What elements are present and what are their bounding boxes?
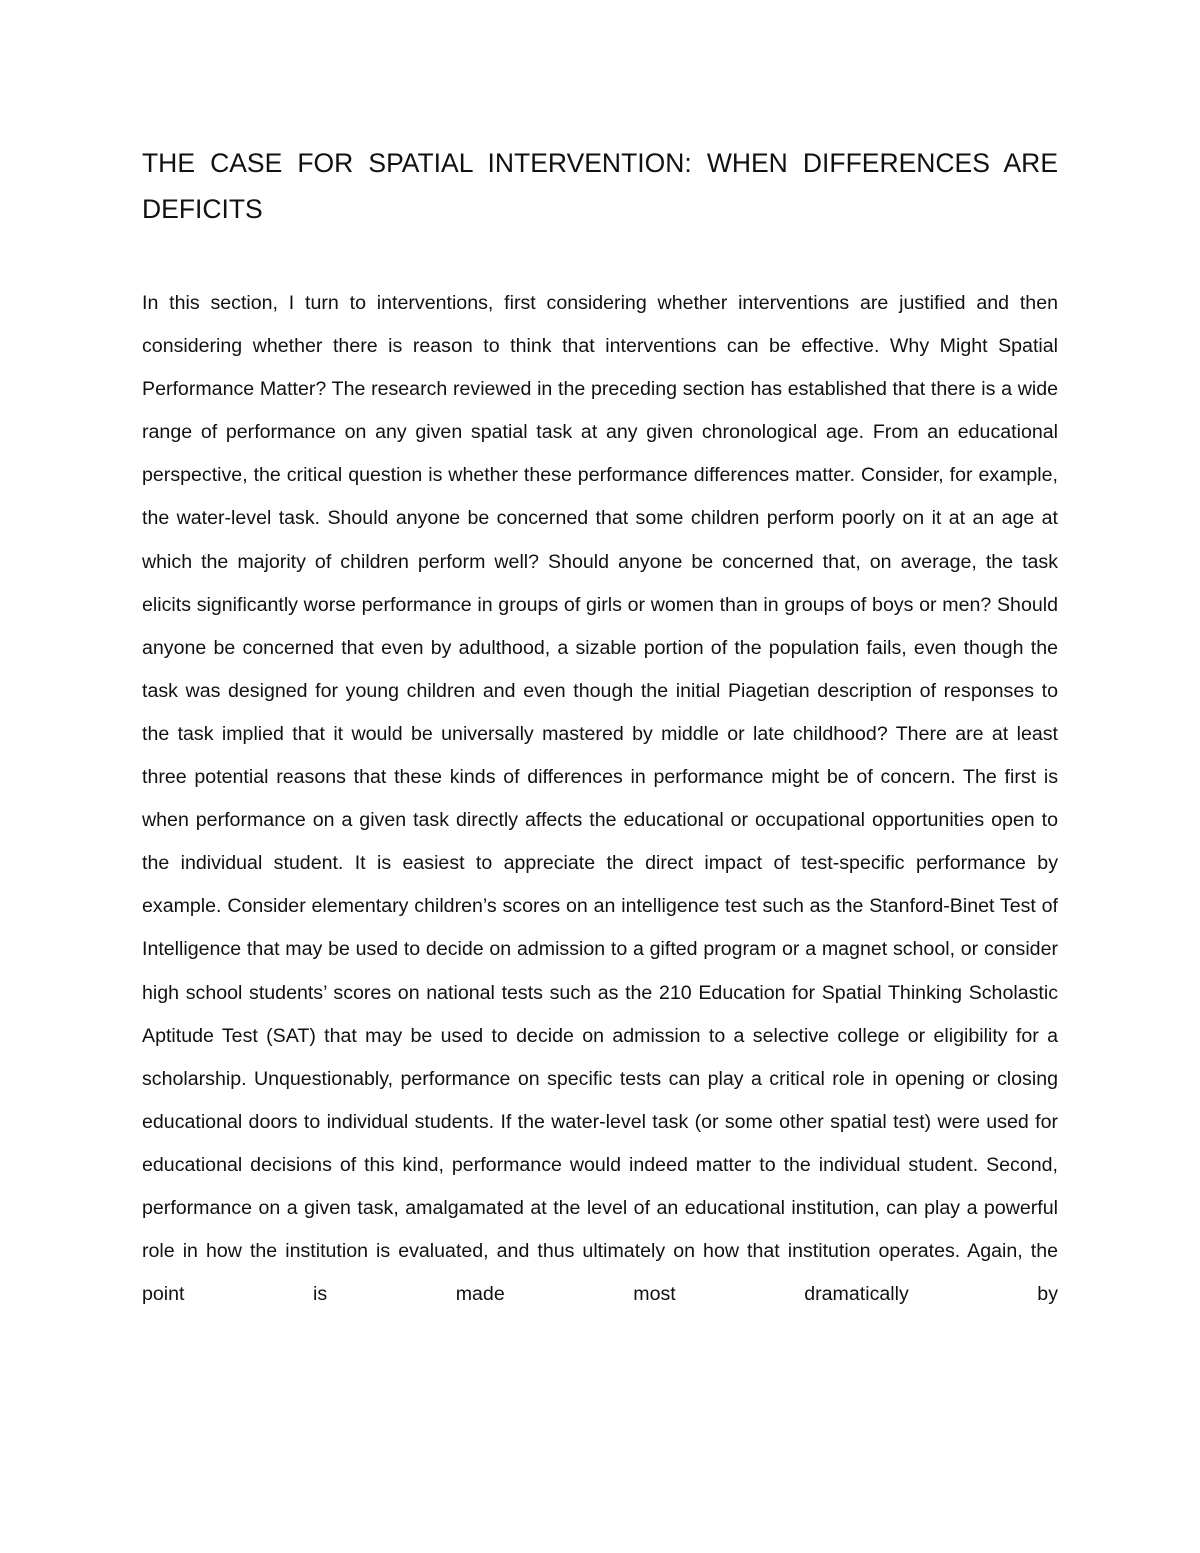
body-paragraph: In this section, I turn to interventions, first considering whether interventions are justified and then considering whether there is reason to think that interventions can be effective. Why Might Spatial Performance Matter? The research reviewed in the preceding section has established that there is a wide range of performance on any given spatial task at any given chronological age. From an educational perspective, the critical question is whether these performance differences matter. Consider, for example, the water-level task. Should anyone be concerned that some children perform poorly on it at an age at which the majority of children perform well? Should anyone be concerned that, on average, the task elicits significantly worse performance in groups of girls or women than in groups of boys or men? Should anyone be concerned that even by adulthood, a sizable portion of the population fails, even though the task was designed for young children and even though the initial Piagetian description of responses to the task implied that it would be universally mastered by middle or late childhood? There are at least three potential reasons that these kinds of differences in performance might be of concern. The first is when performance on a given task directly affects the educational or occupational opportunities open to the individual student. It is easiest to appreciate the direct impact of test-specific performance by example. Consider elementary children’s scores on an intelligence test such as the Stanford-Binet Test of Intelligence that may be used to decide on admission to a gifted program or a magnet school, or consider high school students’ scores on national tests such as the 210 Education for Spatial Thinking Scholastic Aptitude Test (SAT) that may be used to decide on admission to a selective college or eligibility for a scholarship. Unquestionably, performance on specific tests can play a critical role in opening or closing educational doors to individual students. If the water-level task (or some other spatial test) were used for educational decisions of this kind, performance would indeed matter to the individual student. Second, performance on a given task, amalgamated at the level of an educational institution, can play a powerful role in how the institution is evaluated, and thus ultimately on how that institution operates. Again, the point is made most dramatically by [142, 292, 1058, 1306]
document-title: THE CASE FOR SPATIAL INTERVENTION: WHEN DIFFERENCES ARE DEFICITS [142, 148, 1058, 224]
